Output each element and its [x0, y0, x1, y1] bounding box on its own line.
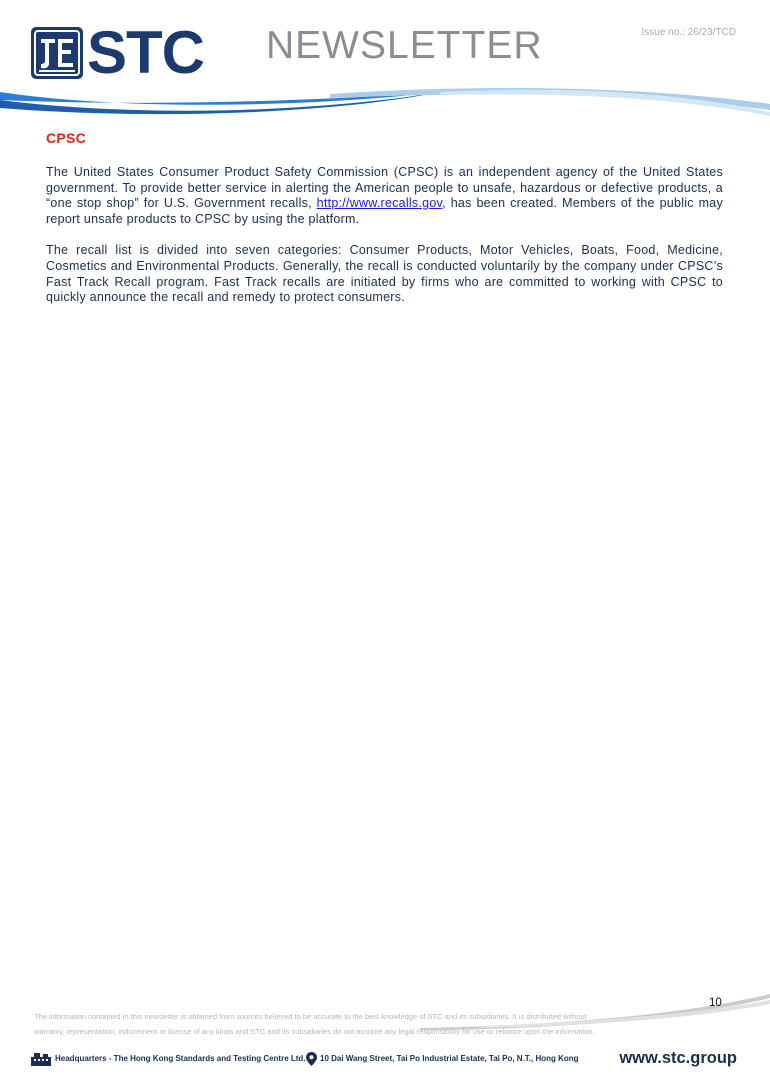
header-swoosh-decoration	[0, 82, 770, 122]
paragraph-1	[46, 165, 723, 227]
disclaimer-line-1: The information contained in this newsletter is obtained from sources believed to be accurate to the best knowledge of STC and its subsidiaries. It is distributed without	[34, 1012, 587, 1021]
logo-wordmark: STC	[87, 19, 204, 86]
paragraph-2: The recall list is divided into seven categories: Consumer Products, Motor Vehicles, Boats, Food, Medicine, Cosmetics and Environmental Products. Generally, the recall is conducted voluntarily by the company under CPSC’s Fast Track Recall program. Fast Track recalls are initiated by firms who are committed to working with CPSC to quickly announce the recall and remedy to protect consumers.	[46, 243, 723, 305]
disclaimer	[34, 1009, 614, 1039]
stc-logo	[31, 19, 219, 86]
page-number: 10	[709, 997, 722, 1009]
footer-contact-bar	[31, 1049, 741, 1073]
recalls-gov-link[interactable]: http://www.recalls.gov	[316, 196, 443, 211]
paragraph-1-text-start: The United States Consumer Product Safety Commission (CPSC) is an independent agency of the United States government. To provide better service in alerting the American people to unsafe, hazardous or defective products, a “one stop shop” for U.S. Government recalls,	[46, 165, 723, 211]
section-title: CPSC	[46, 130, 87, 146]
website-link[interactable]: www.stc.group	[619, 1049, 737, 1067]
newsletter-title: NEWSLETTER	[266, 24, 543, 67]
page-header	[0, 0, 770, 125]
stc-logo-mark-icon	[31, 27, 83, 79]
location-pin-icon	[306, 1052, 317, 1066]
issue-number: Issue no.: 26/23/TCD	[641, 27, 736, 38]
headquarters-building-icon	[31, 1052, 51, 1066]
address-text: 10 Dai Wang Street, Tai Po Industrial Estate, Tai Po, N.T., Hong Kong	[320, 1054, 579, 1063]
headquarters-text: Headquarters - The Hong Kong Standards and Testing Centre Ltd.	[55, 1054, 306, 1063]
article-body	[46, 130, 723, 322]
paragraph-1-text-end: , has been created. Members of the public may report unsafe products to CPSC by using the platform.	[46, 196, 723, 226]
disclaimer-line-2: warranty, representation, inducement or license of any kinds and STC and its subsidiaries do not assume any legal responsibility for use or reliance upon the information.	[34, 1027, 595, 1036]
